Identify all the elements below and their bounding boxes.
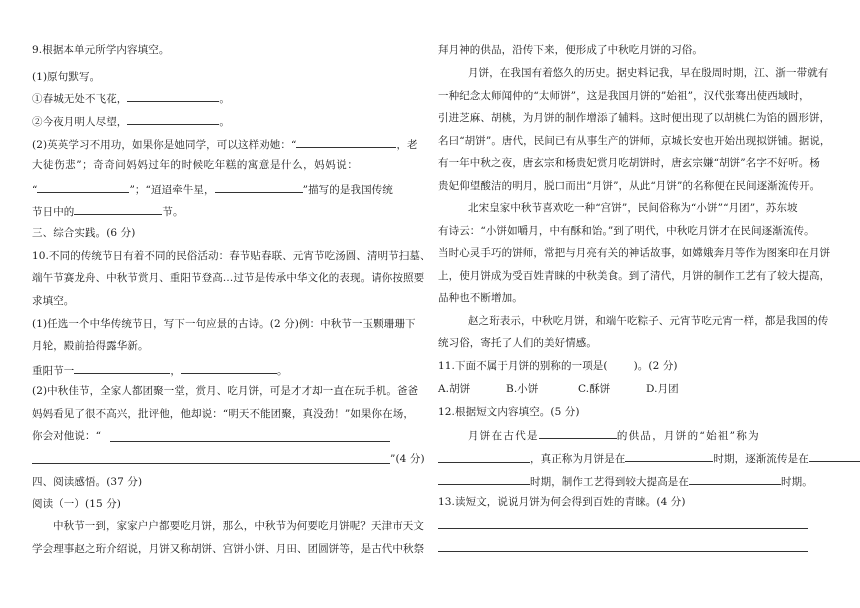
passage-p2-line1: 月饼，在我国有着悠久的历史。据史料记我，早在殷周时期，江、浙一带就有 xyxy=(468,67,829,79)
q9-part1: (1)原句默写。 xyxy=(32,71,101,83)
section-3-heading: 三、综合实践。(6 分) xyxy=(32,227,136,239)
q9-2d: 节日中的 节。 xyxy=(32,203,184,219)
q10-1-answer: 重阳节一 ， 。 xyxy=(32,362,288,378)
q10-1-line1: (1)任选一个中华传统节日，写下一句应景的古诗。(2 分)例：中秋节一玉颗珊珊下 xyxy=(32,318,416,330)
q10-2-line2: 妈妈看见了很不高兴，批评他，他却说：“明天不能团聚，真没劲！”如果你在场， xyxy=(32,408,414,420)
passage-p2-line3: 引进芝麻、胡桃，为月饼的制作增添了辅料。这时便出现了以胡桃仁为馅的圆形饼， xyxy=(438,112,831,124)
q10-2-line1: (2)中秋佳节，全家人都团聚一堂，赏月、吃月饼，可是才才却一直在玩手机。爸爸 xyxy=(32,385,419,397)
passage-p3-line3: 当时心灵手巧的饼师，常把与月亮有关的神话故事，如嫦娥奔月等作为图案印在月饼 xyxy=(438,247,831,259)
blank-q12-4[interactable] xyxy=(809,450,860,462)
blank-q9-1b[interactable] xyxy=(127,113,219,125)
blank-q9-2d[interactable] xyxy=(74,203,162,215)
q11-option-d[interactable]: D.月团 xyxy=(646,383,679,395)
passage-p2-line6: 贵妃仰望酸洁的明月，脱口而出“月饼”，从此“月饼”的名称便在民间逐渐流传开。 xyxy=(438,180,821,192)
passage-p2-line5: 有一年中秋之夜，唐玄宗和杨贵妃赏月吃胡饼时，唐玄宗嫌“胡饼”名字不好听。杨 xyxy=(438,157,820,169)
q10-2-score: ”(4 分) xyxy=(390,453,425,465)
q10-2-line3: 你会对他说：“ xyxy=(32,430,102,442)
q10-line1: 10.不同的传统节日有着不同的民俗活动：春节贴春联、元宵节吃汤圆、清明节扫墓、 xyxy=(32,250,431,262)
passage-p1-line2: 学会理事赵之珩介绍说，月饼又称胡饼、宫饼小饼、月田、团圆饼等，是古代中秋祭 xyxy=(32,543,425,555)
blank-q12-2[interactable] xyxy=(438,462,530,463)
q9-title: 9.根据本单元所学内容填空。 xyxy=(32,44,170,56)
passage-p3-line1: 北宋皇家中秋节喜欢吃一种“宫饼”，民间俗称为“小饼”“月团”，苏东坡 xyxy=(468,202,798,214)
q11: 11.下面不属于月饼的别称的一项是( )。(2 分) xyxy=(438,360,678,372)
blank-q10-1a[interactable] xyxy=(74,362,170,374)
blank-q12-6[interactable] xyxy=(689,473,781,485)
answer-line-q10-2b[interactable] xyxy=(32,463,390,464)
blank-q9-2a[interactable] xyxy=(296,136,396,148)
blank-q9-2c2[interactable] xyxy=(215,181,303,193)
answer-line-q13-2[interactable] xyxy=(438,551,808,552)
passage-p2-line4: 名曰“胡饼”。唐代，民间已有从事生产的饼师，京城长安也开始出现拟饼铺。据说， xyxy=(438,135,831,147)
reading-1-heading: 阅读（一）(15 分) xyxy=(32,498,121,510)
blank-q10-1b[interactable] xyxy=(181,362,277,374)
q12-heading: 12.根据短文内容填空。(5 分) xyxy=(438,406,580,418)
q12-line2: ，真正称为月饼是在 时期，逐渐流传是在 xyxy=(530,450,860,466)
passage-p2-line2: 一种纪念太师闻仲的“太师饼”，这是我国月饼的”始祖”，汉代张骞出使西域时， xyxy=(438,90,810,102)
answer-line-q10-2a[interactable] xyxy=(110,441,390,442)
answer-line-q13-1[interactable] xyxy=(438,528,808,529)
q9-1a: ①春城无处不飞花， 。 xyxy=(32,90,230,106)
q11-option-c[interactable]: C.酥饼 xyxy=(578,383,611,395)
passage-p3-line4: 上，使月饼成为受百姓青睐的中秋美食。到了清代，月饼的制作工艺有了较大提高， xyxy=(438,270,831,282)
passage-p3-line5: 品种也不断增加。 xyxy=(438,292,523,304)
passage-p1-line1: 中秋节一到，家家户户都要吃月饼，那么，中秋节为何要吃月饼呢？天津市天文 xyxy=(53,520,424,532)
passage-p4-line2: 统习俗，寄托了人们的美好情感。 xyxy=(438,337,597,349)
q10-1-line2: 月轮，殿前拾得露华新。 xyxy=(32,340,149,352)
q13-heading: 13.读短文，说说月饼为何会得到百姓的青睐。(4 分) xyxy=(438,496,686,508)
q9-2a: (2)英英学习不用功，如果你是她同学，可以这样劝她：“ ，老 xyxy=(32,136,418,152)
q11-options xyxy=(438,382,706,396)
q9-2b: 大徒伤悲”；奇奇问妈妈过年的时候吃年糕的寓意是什么，妈妈说： xyxy=(32,159,359,171)
q12-line1: 月饼在古代是 的供品，月饼的“始祖”称为 xyxy=(468,427,760,443)
blank-q12-3[interactable] xyxy=(625,450,713,462)
section-4-heading: 四、阅读感悟。(37 分) xyxy=(32,476,143,488)
passage-p3-line2: 有诗云：“小饼如嚼月，中有酥和饴。”到了明代，中秋吃月饼才在民间逐渐流传。 xyxy=(438,225,815,237)
q11-option-a[interactable]: A.胡饼 xyxy=(438,383,471,395)
passage-p4-line1: 赵之珩表示，中秋吃月饼，和端午吃粽子、元宵节吃元宵一样，都是我国的传 xyxy=(468,315,829,327)
q10-line2: 端午节赛龙舟、中秋节赏月、重阳节登高…过节是传承中华文化的表现。请你按照要 xyxy=(32,272,425,284)
blank-q12-1[interactable] xyxy=(539,427,617,439)
q10-line3: 求填空。 xyxy=(32,295,75,307)
blank-q12-5[interactable] xyxy=(438,473,530,485)
passage-r1: 拜月神的供品，沿传下来，便形成了中秋吃月饼的习俗。 xyxy=(438,44,703,56)
q12-line3: 时期，制作工艺得到较大提高是在 时期。 xyxy=(438,473,813,489)
blank-q9-1a[interactable] xyxy=(127,90,219,102)
q9-1b: ②今夜月明人尽望， 。 xyxy=(32,113,230,129)
blank-q9-2c1[interactable] xyxy=(37,181,129,193)
q9-2c: “ ”；“迢迢牵牛星， ”描写的是我国传统 xyxy=(32,181,393,197)
q11-option-b[interactable]: B.小饼 xyxy=(506,383,539,395)
